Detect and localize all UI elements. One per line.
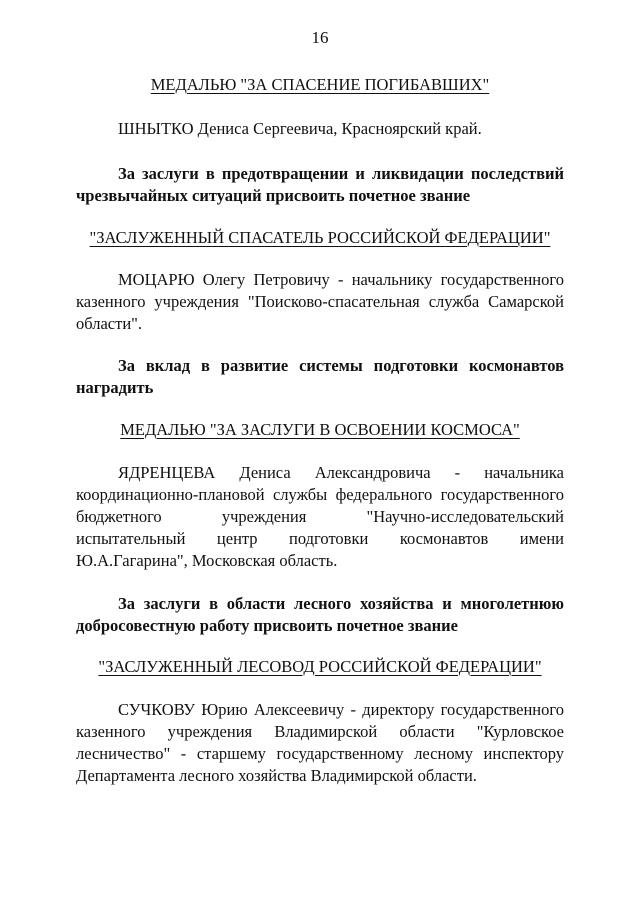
space-medal-heading: МЕДАЛЬЮ "ЗА ЗАСЛУГИ В ОСВОЕНИИ КОСМОСА" — [120, 420, 520, 439]
rescuer-title-heading: "ЗАСЛУЖЕННЫЙ СПАСАТЕЛЬ РОССИЙСКОЙ ФЕДЕРАЦИИ" — [89, 228, 551, 247]
cosmonaut-merit-paragraph: За вклад в развитие системы подготовки космонавтов наградить — [76, 356, 564, 397]
emergency-merit-paragraph: За заслуги в предотвращении и ликвидации последствий чрезвычайных ситуаций присвоить почетное звание — [76, 164, 564, 205]
page-number: 16 — [311, 28, 329, 47]
suchkov-paragraph: СУЧКОВУ Юрию Алексеевичу - директору государственного казенного учреждения Владимирской области "Курловское лесничество" - старшему государственному лесному инспектору Департамента лесного хозяйства Владимирской области. — [76, 700, 564, 785]
shnytko-paragraph: ШНЫТКО Дениса Сергеевича, Красноярский край. — [118, 119, 482, 138]
forester-title-heading: "ЗАСЛУЖЕННЫЙ ЛЕСОВОД РОССИЙСКОЙ ФЕДЕРАЦИИ" — [98, 657, 542, 676]
forestry-merit-paragraph: За заслуги в области лесного хозяйства и многолетнюю добросовестную работу присвоить почетное звание — [76, 594, 564, 635]
motsar-paragraph: МОЦАРЮ Олегу Петровичу - начальнику государственного казенного учреждения "Поисково-спасательная служба Самарской области". — [76, 270, 564, 333]
medal-rescue-heading: МЕДАЛЬЮ "ЗА СПАСЕНИЕ ПОГИБАВШИХ" — [150, 75, 490, 94]
yadrentsev-paragraph: ЯДРЕНЦЕВА Дениса Александровича - начальника координационно-плановой службы федерального государственного бюджетного учреждения "Научно-исследовательский испытательный центр подготовки космонавтов имени Ю.А.Гагарина", Московская область. — [76, 463, 564, 570]
